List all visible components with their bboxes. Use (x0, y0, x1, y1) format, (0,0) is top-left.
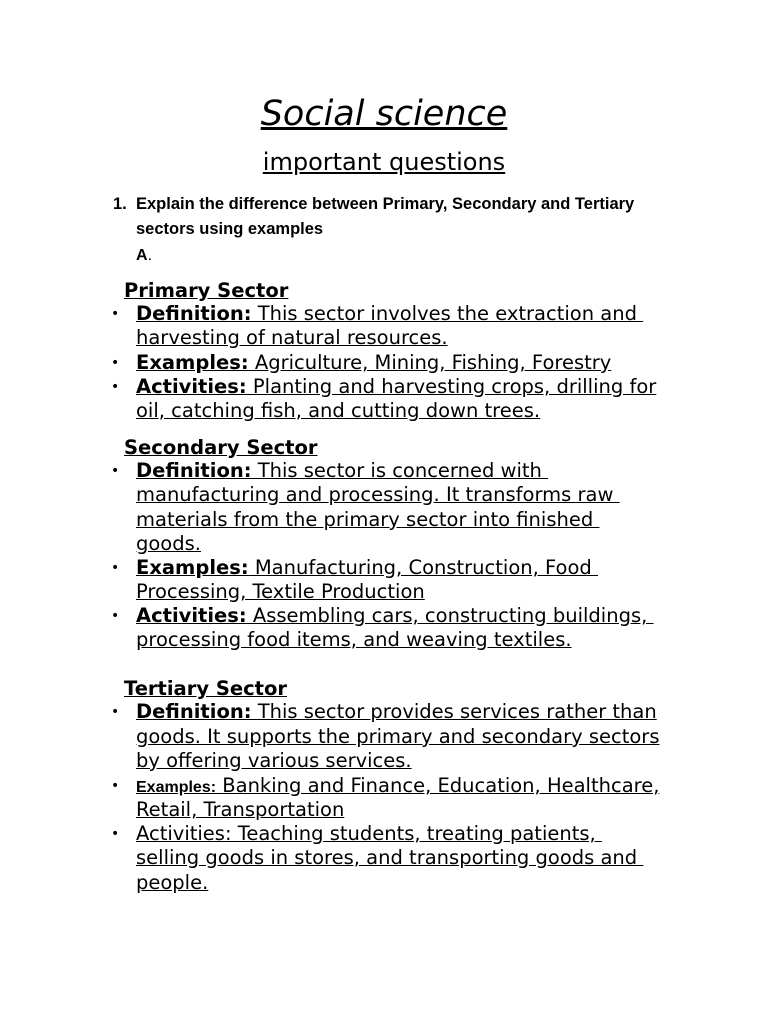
primary-activities-text: Planting and harvesting crops, drilling for (246, 375, 657, 398)
bullet-icon: • (111, 306, 120, 322)
tertiary-definition-line-2: goods. It supports the primary and secondary sectors (136, 725, 660, 748)
bullet-icon: • (111, 355, 120, 371)
tertiary-activities-line-1: Activities: Teaching students, treating patients, (136, 822, 602, 845)
tertiary-definition-text: This sector provides services rather than (251, 700, 657, 723)
tertiary-examples-text: Banking and Finance, Education, Healthcare, (216, 774, 660, 797)
bullet-icon: • (111, 463, 120, 479)
primary-examples-text: Agriculture, Mining, Fishing, Forestry (248, 351, 612, 374)
question-text-line-1: Explain the difference between Primary, Secondary and Tertiary (136, 195, 635, 213)
question-text-line-2: sectors using examples (136, 220, 324, 238)
definition-label: Definition: (136, 700, 252, 723)
secondary-definition-line-4: goods. (136, 532, 201, 555)
secondary-examples-line-2: Processing, Textile Production (136, 580, 425, 603)
secondary-definition-text: This sector is concerned with (251, 459, 549, 482)
secondary-examples-text: Manufacturing, Construction, Food (248, 556, 598, 579)
tertiary-definition-line-3: by offering various services. (136, 749, 412, 772)
definition-label: Definition: (136, 459, 252, 482)
bullet-icon: • (111, 608, 120, 624)
primary-definition-text: This sector involves the extraction and (251, 302, 644, 325)
examples-label: Examples: (136, 351, 249, 374)
primary-examples-line-1 (136, 351, 611, 375)
tertiary-examples-line-2: Retail, Transportation (136, 798, 345, 821)
secondary-sector-heading: Secondary Sector (124, 436, 318, 459)
activities-label: Activities: (136, 375, 247, 398)
bullet-icon: • (111, 704, 120, 720)
secondary-definition-line-2: manufacturing and processing. It transforms raw (136, 483, 620, 506)
secondary-definition-line-1 (136, 459, 548, 483)
tertiary-activities-line-3: people. (136, 871, 209, 894)
bullet-icon: • (111, 379, 120, 395)
examples-label: Examples: (136, 779, 217, 796)
tertiary-sector-heading: Tertiary Sector (124, 677, 287, 700)
document-title: Social science (260, 94, 508, 134)
secondary-activities-text: Assembling cars, constructing buildings, (246, 604, 654, 627)
tertiary-definition-line-1 (136, 700, 657, 724)
answer-letter: A (136, 247, 148, 264)
question-1 (113, 192, 693, 242)
secondary-definition-line-3: materials from the primary sector into finished (136, 508, 600, 531)
secondary-activities-line-2: processing food items, and weaving textiles. (136, 628, 572, 651)
examples-label: Examples: (136, 556, 249, 579)
primary-activities-line-2: oil, catching fish, and cutting down trees. (136, 399, 541, 422)
secondary-examples-line-1 (136, 556, 598, 580)
bullet-icon: • (111, 826, 120, 842)
tertiary-activities-line-2: selling goods in stores, and transporting goods and (136, 846, 644, 869)
primary-activities-line-1 (136, 375, 656, 399)
primary-definition-line-1 (136, 302, 643, 326)
answer-dot: . (147, 247, 153, 264)
bullet-icon: • (111, 560, 120, 576)
primary-definition-line-2: harvesting of natural resources. (136, 326, 448, 349)
question-number: 1. (113, 195, 127, 213)
secondary-activities-line-1 (136, 604, 654, 628)
tertiary-examples-line-1 (136, 774, 659, 800)
answer-label (136, 244, 152, 268)
bullet-icon: • (111, 778, 120, 794)
primary-sector-heading: Primary Sector (124, 279, 289, 302)
activities-label: Activities: (136, 604, 247, 627)
document-subtitle: important questions (262, 148, 506, 176)
definition-label: Definition: (136, 302, 252, 325)
